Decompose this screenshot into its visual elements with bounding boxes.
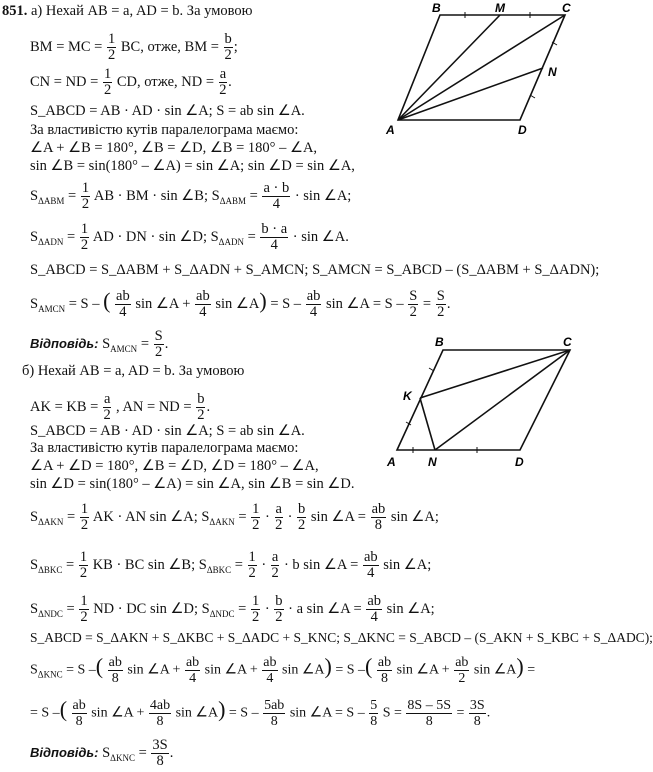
- label-A: A: [387, 455, 396, 469]
- parallelogram-figure-b: [385, 330, 582, 470]
- part-b-header: б) Нехай AB = a, AD = b. За умовою: [22, 363, 245, 379]
- line-area-bkc: $S_{\Delta BKC}$ = $\frac{1}{2}$ KB · BC sin ∠B; $S_{\Delta BKC}$ = $\frac{1}{2}$ · $\frac{a}{2}$ · b sin ∠A = $\frac{ab}{4}$ sin ∠A;: [30, 549, 432, 581]
- label-A: A: [386, 123, 395, 137]
- parallelogram-figure-a: [380, 0, 582, 140]
- label-N: N: [428, 455, 437, 469]
- line-area-sum-a: S_ABCD = S_ΔABM + S_ΔADN + S_AMCN; S_AMCN = S_ABCD – (S_ΔABM + S_ΔADN);: [30, 262, 600, 278]
- line-area-sum-b: S_ABCD = S_ΔAKN + S_ΔKBC + S_ΔADC + S_KNC; S_ΔKNC = S_ABCD – (S_AKN + S_KBC + S_ΔADC);: [30, 630, 653, 645]
- label-K: K: [403, 389, 412, 403]
- line-angles-a2: sin ∠B = sin(180° – ∠A) = sin ∠A; sin ∠D = sin ∠A,: [30, 158, 355, 174]
- line-area-knc-1: $S_{\Delta KNC} = S$ –( $\frac{ab}{8}$ sin ∠A + $\frac{ab}{4}$ sin ∠A + $\frac{ab}{4}$ sin ∠A) = S –( $\frac{ab}{8}$ sin ∠A + $\frac{ab}{2}$ sin ∠A) =: [30, 653, 536, 686]
- line-ak-kb: AK = KB = $\frac{a}{2}$ , AN = ND = $\frac{b}{2}$ .: [30, 391, 211, 423]
- label-M: M: [495, 1, 505, 15]
- line-angles-a1: ∠A + ∠B = 180°, ∠B = ∠D, ∠B = 180° – ∠A,: [30, 140, 318, 156]
- line-area-ndc: $S_{\Delta NDC}$ = $\frac{1}{2}$ ND · DC sin ∠D; $S_{\Delta NDC}$ = $\frac{1}{2}$ · $\frac{b}{2}$ · a sin ∠A = $\frac{ab}{4}$ sin ∠A;: [30, 593, 435, 625]
- label-N: N: [548, 65, 557, 79]
- line-area-knc-2: = S –( $\frac{ab}{8}$ sin ∠A + $\frac{4ab}{8}$ sin ∠A) = S – $\frac{5ab}{8}$ sin ∠A = S – $\frac{5}{8}$ S = $\frac{8S - 5S}{8}$ = $\frac{3S}{8}$ .: [30, 696, 491, 729]
- line-angles-b1: ∠A + ∠D = 180°, ∠B = ∠D, ∠D = 180° – ∠A,: [30, 458, 319, 474]
- line-sabcd-b: S_ABCD = AB · AD · sin ∠A; S = ab sin ∠A.: [30, 423, 305, 439]
- line-area-amcn: $S_{AMCN} = S$ – ( $\frac{ab}{4}$ sin ∠A + $\frac{ab}{4}$ sin ∠A) = S – $\frac{ab}{4}$ sin ∠A = S – $\frac{S}{2}$ = $\frac{S}{2}$ .: [30, 287, 451, 320]
- label-B: B: [432, 1, 441, 15]
- line-area-abm: $S_{\Delta ABM}$ = $\frac{1}{2}$ AB · BM · sin ∠B; $S_{\Delta ABM}$ = $\frac{a \cdot b}{4}$ · sin ∠A;: [30, 180, 352, 212]
- problem-header: 851. а) Нехай AB = a, AD = b. За умовою: [2, 3, 253, 19]
- label-C: C: [563, 335, 572, 349]
- line-angles-b2: sin ∠D = sin(180° – ∠A) = sin ∠A, sin ∠B = sin ∠D.: [30, 476, 355, 492]
- line-area-adn: $S_{\Delta ADN}$ = $\frac{1}{2}$ AD · DN · sin ∠D; $S_{\Delta ADN}$ = $\frac{b \cdot a}{4}$ · sin ∠A.: [30, 221, 349, 253]
- label-D: D: [515, 455, 524, 469]
- line-property-a: За властивістю кутів паралелограма маємо:: [30, 122, 299, 138]
- line-area-akn: $S_{\Delta AKN}$ = $\frac{1}{2}$ AK · AN sin ∠A; $S_{\Delta AKN}$ = $\frac{1}{2}$ · $\frac{a}{2}$ · $\frac{b}{2}$ sin ∠A = $\frac{ab}{8}$ sin ∠A;: [30, 501, 439, 533]
- label-C: C: [562, 1, 571, 15]
- line-property-b: За властивістю кутів паралелограма маємо:: [30, 440, 299, 456]
- label-D: D: [518, 123, 527, 137]
- label-B: B: [435, 335, 444, 349]
- answer-b: Відповідь: $S_{\Delta KNC}$ = $\frac{3S}{8}$ .: [30, 737, 174, 769]
- line-cn-nd: CN = ND = $\frac{1}{2}$ CD, отже, ND = $\frac{a}{2}$ .: [30, 66, 232, 98]
- line-sabcd-a: S_ABCD = AB · AD · sin ∠A; S = ab sin ∠A.: [30, 103, 305, 119]
- line-bm-mc: BM = MC = $\frac{1}{2}$ BC, отже, BM = $\frac{b}{2}$ ;: [30, 31, 238, 63]
- answer-a: Відповідь: $S_{AMCN}$ = $\frac{S}{2}$ .: [30, 328, 169, 360]
